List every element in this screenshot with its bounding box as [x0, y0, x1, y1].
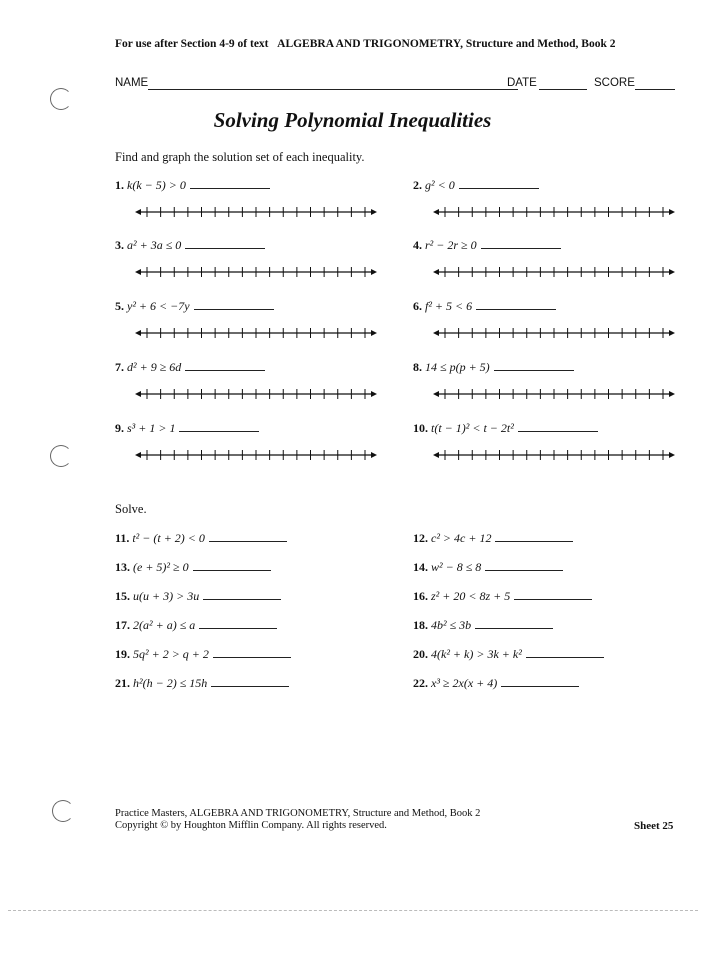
answer-blank[interactable] [518, 421, 598, 432]
answer-blank[interactable] [193, 560, 271, 571]
problem-number: 19. [115, 647, 130, 661]
answer-blank[interactable] [485, 560, 563, 571]
number-line[interactable] [135, 206, 377, 218]
number-line[interactable] [135, 327, 377, 339]
answer-blank[interactable] [501, 676, 579, 687]
answer-blank[interactable] [476, 299, 556, 310]
problem-number: 15. [115, 589, 130, 603]
problem-inequality: w² − 8 ≤ 8 [431, 560, 482, 574]
solve-label: Solve. [115, 502, 147, 516]
answer-blank[interactable] [459, 178, 539, 189]
right-arrow-icon [371, 330, 377, 336]
problem [413, 421, 598, 437]
problem-number: 11. [115, 531, 130, 545]
right-arrow-icon [371, 391, 377, 397]
problem [115, 531, 287, 547]
answer-blank[interactable] [185, 238, 265, 249]
problem-number: 12. [413, 531, 428, 545]
number-line[interactable] [433, 327, 675, 339]
problem-number: 3. [115, 238, 124, 252]
header-book: ALGEBRA AND TRIGONOMETRY, Structure and Method, Book 2 [277, 38, 616, 50]
right-arrow-icon [371, 269, 377, 275]
problem-inequality: 5q² + 2 > q + 2 [133, 647, 209, 661]
binder-hole [52, 800, 74, 822]
left-arrow-icon [135, 269, 141, 275]
problem [115, 299, 274, 315]
right-arrow-icon [669, 452, 675, 458]
binder-hole [50, 445, 72, 467]
name-label: NAME [115, 77, 149, 89]
problem [413, 560, 563, 576]
problem-number: 1. [115, 178, 124, 192]
problem-inequality: u(u + 3) > 3u [133, 589, 200, 603]
problem [115, 676, 289, 692]
problem-inequality: t(t − 1)² < t − 2t² [431, 421, 514, 435]
answer-blank[interactable] [495, 531, 573, 542]
worksheet-header [115, 38, 616, 50]
answer-blank[interactable] [514, 589, 592, 600]
instructions: Find and graph the solution set of each inequality. [115, 150, 365, 164]
problem-inequality: (e + 5)² ≥ 0 [133, 560, 189, 574]
problem-number: 17. [115, 618, 130, 632]
score-field[interactable] [635, 89, 675, 90]
left-arrow-icon [135, 391, 141, 397]
problem-number: 13. [115, 560, 130, 574]
problem [115, 421, 259, 437]
sheet-number: Sheet 25 [634, 820, 674, 832]
right-arrow-icon [669, 391, 675, 397]
problem [115, 238, 265, 254]
problem [413, 178, 539, 194]
problem-number: 8. [413, 360, 422, 374]
left-arrow-icon [433, 452, 439, 458]
left-arrow-icon [135, 452, 141, 458]
footer-line-1: Practice Masters, ALGEBRA AND TRIGONOMETRY, Structure and Method, Book 2 [115, 808, 481, 819]
page-title: Solving Polynomial Inequalities [213, 108, 492, 132]
problem-number: 7. [115, 360, 124, 374]
answer-blank[interactable] [199, 618, 277, 629]
problem [115, 178, 270, 194]
number-line[interactable] [433, 206, 675, 218]
left-arrow-icon [433, 209, 439, 215]
left-arrow-icon [433, 330, 439, 336]
date-field[interactable] [539, 89, 587, 90]
right-arrow-icon [669, 269, 675, 275]
right-arrow-icon [669, 209, 675, 215]
problem-inequality: d² + 9 ≥ 6d [127, 360, 182, 374]
binder-hole [50, 88, 72, 110]
problem-inequality: y² + 6 < −7y [127, 299, 190, 313]
answer-blank[interactable] [209, 531, 287, 542]
problem [413, 531, 573, 547]
answer-blank[interactable] [190, 178, 270, 189]
problem-number: 10. [413, 421, 428, 435]
problem-inequality: h²(h − 2) ≤ 15h [133, 676, 208, 690]
problem-number: 4. [413, 238, 422, 252]
problem [413, 647, 604, 663]
score-label: SCORE [594, 77, 635, 89]
left-arrow-icon [433, 391, 439, 397]
problem-number: 20. [413, 647, 428, 661]
problem [115, 360, 265, 376]
number-line[interactable] [433, 266, 675, 278]
number-line[interactable] [135, 266, 377, 278]
right-arrow-icon [669, 330, 675, 336]
problem [413, 238, 561, 254]
problem-inequality: 14 ≤ p(p + 5) [425, 360, 490, 374]
problem-inequality: 4(k² + k) > 3k + k² [431, 647, 522, 661]
problem [413, 360, 574, 376]
left-arrow-icon [433, 269, 439, 275]
problem-inequality: g² < 0 [425, 178, 455, 192]
problem-inequality: 2(a² + a) ≤ a [133, 618, 196, 632]
left-arrow-icon [135, 330, 141, 336]
problem-inequality: r² − 2r ≥ 0 [425, 238, 477, 252]
problem-inequality: t² − (t + 2) < 0 [132, 531, 205, 545]
problem-number: 14. [413, 560, 428, 574]
problem-inequality: s³ + 1 > 1 [127, 421, 176, 435]
problem [115, 647, 291, 663]
right-arrow-icon [371, 452, 377, 458]
problem-inequality: f² + 5 < 6 [425, 299, 473, 313]
answer-blank[interactable] [213, 647, 291, 658]
answer-blank[interactable] [203, 589, 281, 600]
left-arrow-icon [135, 209, 141, 215]
right-arrow-icon [371, 209, 377, 215]
problem-number: 2. [413, 178, 422, 192]
problem-inequality: 4b² ≤ 3b [431, 618, 472, 632]
header-prefix: For use after Section 4-9 of text [115, 38, 269, 50]
problem [413, 299, 556, 315]
answer-blank[interactable] [185, 360, 265, 371]
problem [115, 618, 277, 634]
problem-number: 9. [115, 421, 124, 435]
bottom-rule [8, 910, 698, 911]
number-line[interactable] [433, 388, 675, 400]
problem-inequality: a² + 3a ≤ 0 [127, 238, 182, 252]
footer-line-2: Copyright © by Houghton Mifflin Company. All rights reserved. [115, 820, 387, 831]
problem-number: 18. [413, 618, 428, 632]
problem-number: 21. [115, 676, 130, 690]
name-field[interactable] [148, 89, 518, 90]
problem-inequality: z² + 20 < 8z + 5 [431, 589, 511, 603]
date-label: DATE [507, 77, 537, 89]
problem [413, 676, 579, 692]
problem-inequality: k(k − 5) > 0 [127, 178, 186, 192]
number-line[interactable] [135, 449, 377, 461]
problem-number: 22. [413, 676, 428, 690]
number-line[interactable] [433, 449, 675, 461]
footer-credits [115, 808, 480, 832]
answer-blank[interactable] [194, 299, 274, 310]
problem-number: 16. [413, 589, 428, 603]
problem [413, 618, 553, 634]
problem-inequality: x³ ≥ 2x(x + 4) [431, 676, 498, 690]
answer-blank[interactable] [211, 676, 289, 687]
name-date-score-row [115, 77, 675, 93]
answer-blank[interactable] [179, 421, 259, 432]
answer-blank[interactable] [481, 238, 561, 249]
answer-blank[interactable] [494, 360, 574, 371]
problem-number: 6. [413, 299, 422, 313]
number-line[interactable] [135, 388, 377, 400]
problem [413, 589, 592, 605]
problem-inequality: c² > 4c + 12 [431, 531, 492, 545]
answer-blank[interactable] [475, 618, 553, 629]
problem [115, 560, 271, 576]
answer-blank[interactable] [526, 647, 604, 658]
problem [115, 589, 281, 605]
problem-number: 5. [115, 299, 124, 313]
